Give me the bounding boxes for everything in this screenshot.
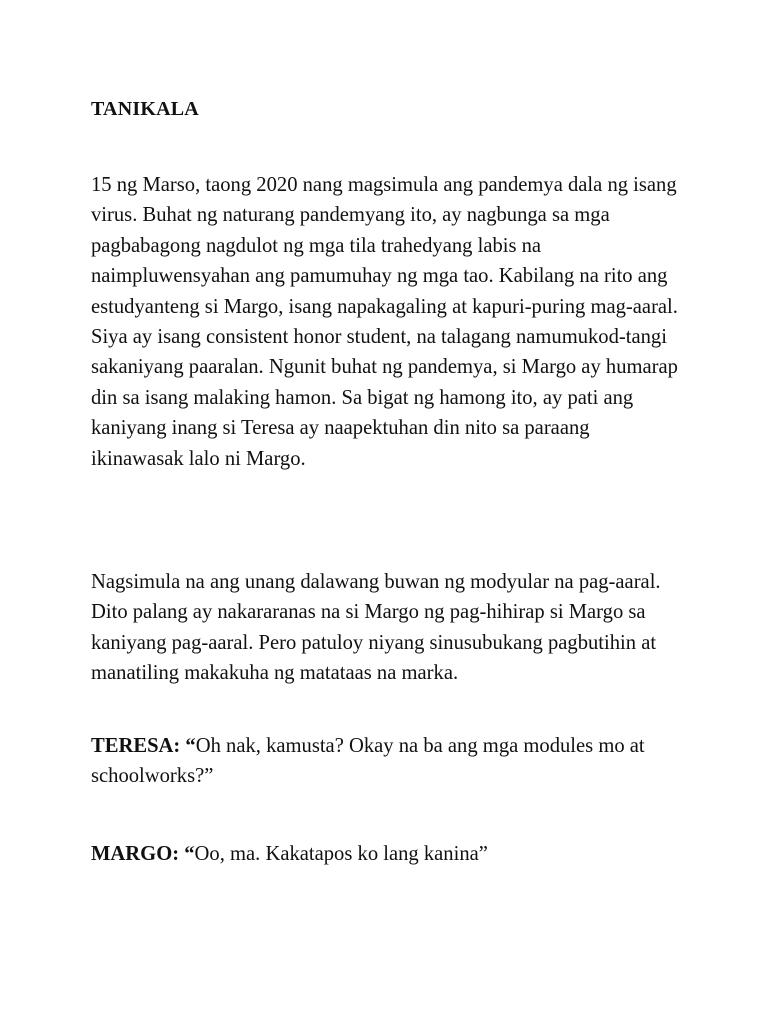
story-paragraph: 15 ng Marso, taong 2020 nang magsimula ang pandemya dala ng isang virus. Buhat ng naturang pandemyang ito, ay nagbunga sa mga pagbabagong nagdulot ng mga tila trahedyang labis na naimpluwensyahan ang pamumuhay ng mga tao. Kabilang na rito ang estudyanteng si Margo, isang napakagaling at kapuri-puring mag-aaral. Siya ay isang consistent honor student, na talagang namumukod-tangi sakaniyang paaralan. Ngunit buhat ng pandemya, si Margo ay humarap din sa isang malaking hamon. Sa bigat ng hamong ito, ay pati ang kaniyang inang si Teresa ay naapektuhan din nito sa paraang ikinawasak lalo ni Margo. bbox=[91, 174, 678, 470]
speaker-name: MARGO: bbox=[91, 843, 180, 865]
document-title: TANIKALA bbox=[91, 98, 199, 120]
dialogue-text: Oh nak, kamusta? Okay na ba ang mga modules mo at schoolworks?” bbox=[91, 735, 645, 788]
dialogue-line bbox=[91, 839, 681, 869]
dialogue-line bbox=[91, 731, 681, 792]
speaker-name: TERESA: bbox=[91, 735, 181, 757]
opening-quote: “ bbox=[185, 735, 196, 757]
story-paragraph: Nagsimula na ang unang dalawang buwan ng modyular na pag-aaral. Dito palang ay nakararanas na si Margo ng pag-hihirap si Margo sa kaniyang pag-aaral. Pero patuloy niyang sinusubukang pagbutihin at manatiling makakuha ng matataas na marka. bbox=[91, 571, 661, 685]
dialogue-text: Oo, ma. Kakatapos ko lang kanina” bbox=[194, 843, 488, 865]
opening-quote: “ bbox=[184, 843, 195, 865]
